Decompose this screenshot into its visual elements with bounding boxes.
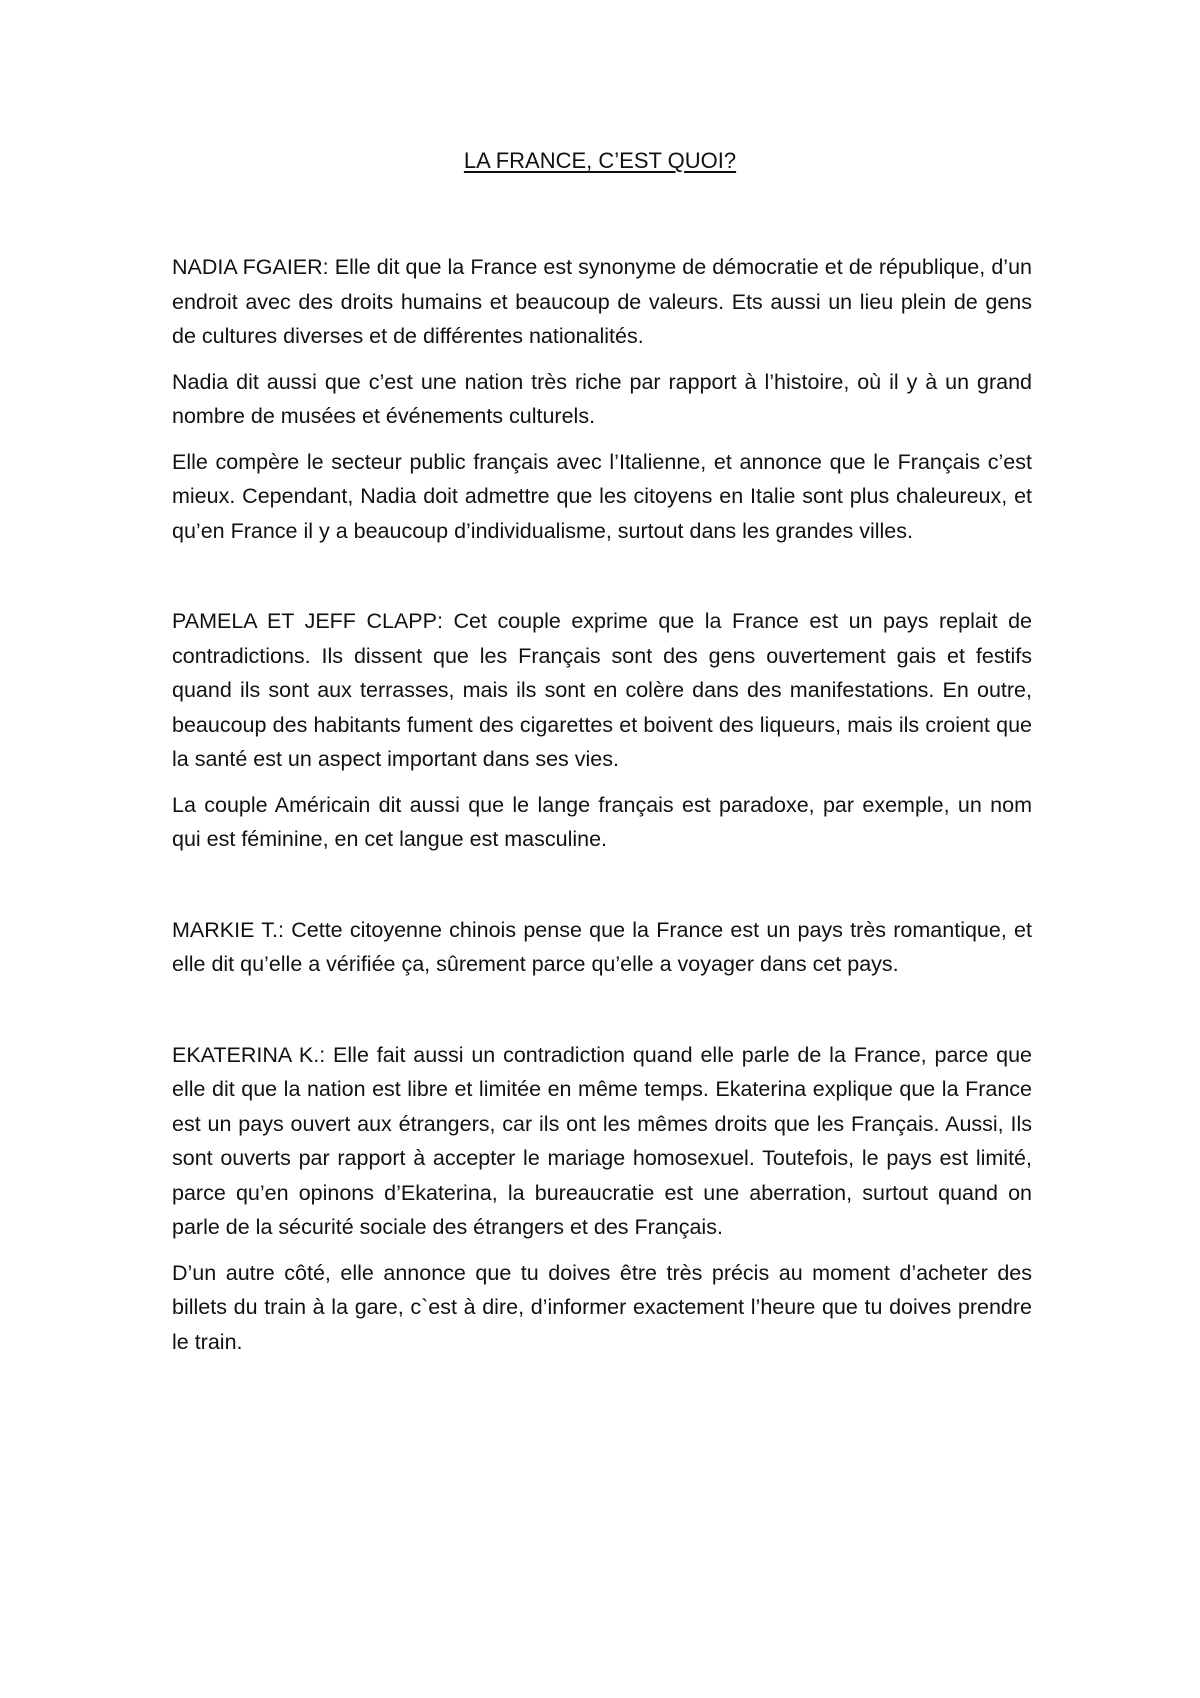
paragraph-nadia-intro: NADIA FGAIER: Elle dit que la France est synonyme de démocratie et de république, d’un endroit avec des droits humains et beaucoup de valeurs. Ets aussi un lieu plein de gens de cultures diverses et de différentes nationalités. — [172, 255, 1032, 348]
paragraph-clapp-intro: PAMELA ET JEFF CLAPP: Cet couple exprime que la France est un pays replait de contradictions. Ils dissent que les Français sont des gens ouvertement gais et festifs quand ils sont aux terrasses, mais ils sont en colère dans des manifestations. En outre, beaucoup des habitants fument des cigarettes et boivent des liqueurs, mais ils croient que la santé est un aspect important dans ses vies. — [172, 609, 1032, 771]
paragraph-nadia-comparison: Elle compère le secteur public français avec l’Italienne, et annonce que le Français c’est mieux. Cependant, Nadia doit admettre que les citoyens en Italie sont plus chaleureux, et qu’en France il y a beaucoup d’individualisme, surtout dans les grandes villes. — [172, 449, 1032, 543]
paragraph-markie: MARKIE T.: Cette citoyenne chinois pense que la France est un pays très romantique, et elle dit qu’elle a vérifiée ça, sûrement parce qu’elle a voyager dans cet pays. — [172, 917, 1032, 976]
paragraph-clapp-language: La couple Américain dit aussi que le lange français est paradoxe, par exemple, un nom qui est féminine, en cet langue est masculine. — [172, 792, 1032, 851]
paragraph-nadia-history: Nadia dit aussi que c’est une nation très riche par rapport à l’histoire, où il y à un grand nombre de musées et événements culturels. — [172, 369, 1032, 428]
document-body — [172, 250, 1032, 1370]
paragraph-ekaterina-intro: EKATERINA K.: Elle fait aussi un contradiction quand elle parle de la France, parce que elle dit que la nation est libre et limitée en même temps. Ekaterina explique que la France est un pays ouvert aux étrangers, car ils ont les mêmes droits que les Français. Aussi, Ils sont ouverts par rapport à accepter le mariage homosexuel. Toutefois, le pays est limité, parce qu’en opinons d’Ekaterina, la bureaucratie est une aberration, surtout quand on parle de la sécurité sociale des étrangers et des Français. — [172, 1042, 1032, 1239]
paragraph-ekaterina-train: D’un autre côté, elle annonce que tu doives être très précis au moment d’acheter des billets du train à la gare, c`est à dire, d’informer exactement l’heure que tu doives prendre le train. — [172, 1260, 1032, 1354]
document-title: LA FRANCE, C’EST QUOI? — [463, 148, 737, 173]
